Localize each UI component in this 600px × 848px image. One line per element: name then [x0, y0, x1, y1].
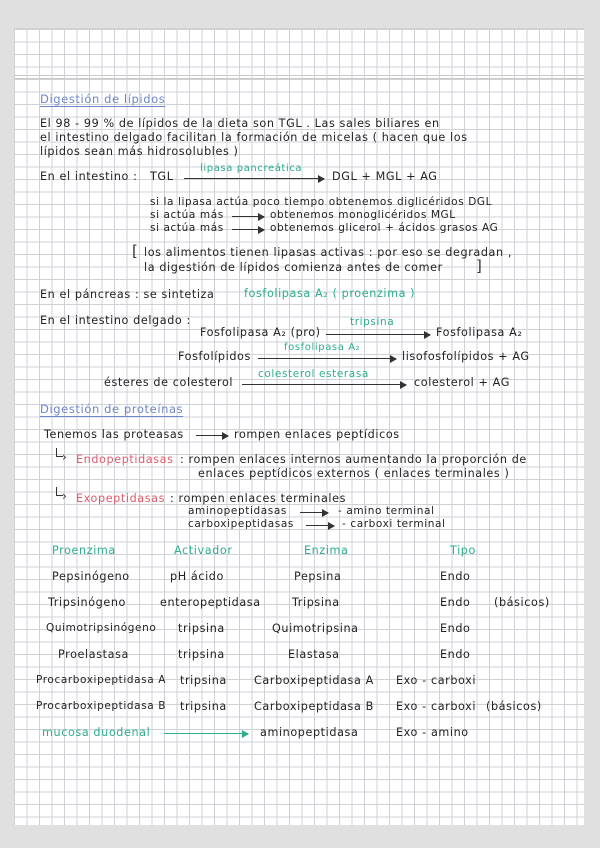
lipasa-pancreatica: lipasa pancreática [200, 163, 303, 174]
proteases-arrow [196, 435, 228, 436]
small-intestine-label: En el intestino delgado : [40, 314, 191, 327]
cell-proenzima: Pepsinógeno [52, 570, 130, 583]
cell-tipo: Endo [440, 648, 471, 661]
tgl-products: DGL + MGL + AG [332, 170, 438, 183]
lipids-heading: Digestión de lípidos [40, 92, 166, 106]
reaction-3-arrow [242, 384, 406, 385]
cell-enzima: Carboxipeptidasa B [254, 700, 374, 713]
cell-enzima: Pepsina [294, 570, 342, 583]
reaction-1-left: Fosfolipasa A₂ (pro) [200, 326, 321, 339]
endopeptidasas-text-2: enlaces peptídicos externos ( enlaces terminales ) [198, 467, 510, 480]
reaction-1-right: Fosfolipasa A₂ [436, 326, 523, 339]
mucosa-arrow [164, 733, 248, 734]
cell-enzima: Quimotripsina [272, 622, 359, 635]
cell-activador: tripsina [180, 700, 227, 713]
intro-line-1: El 98 - 99 % de lípidos de la dieta son TGL . Las sales biliares en [40, 117, 440, 130]
condition-3: si actúa más [150, 222, 224, 234]
carboxi-terminal: - carboxi terminal [342, 518, 446, 530]
bracket-right-icon: ] [476, 257, 482, 275]
reaction-2-left: Fosfolípidos [178, 350, 251, 363]
mucosa-duodenal: mucosa duodenal [42, 726, 151, 739]
reaction-1-arrow [326, 334, 430, 335]
col-header-tipo: Tipo [450, 544, 476, 557]
cell-note: (básicos) [494, 596, 550, 609]
condition-3-arrow [232, 229, 264, 230]
cell-activador: tripsina [178, 648, 225, 661]
intro-line-2: el intestino delgado facilitan la formación de micelas ( hacen que los [40, 131, 468, 144]
condition-2: si actúa más [150, 209, 224, 221]
condition-3b: obtenemos glicerol + ácidos grasos AG [270, 222, 499, 234]
reaction-2-enzyme: fosfolipasa A₂ [284, 342, 361, 353]
cell-proenzima: Procarboxipeptidasa B [36, 700, 167, 712]
hook-arrow-head-icon-2: › [62, 489, 67, 503]
col-header-activador: Activador [174, 544, 233, 557]
reaction-3-enzyme: colesterol esterasa [258, 368, 369, 380]
left-frame [0, 0, 14, 848]
reaction-2-right: lisofosfolípidos + AG [402, 350, 530, 363]
top-frame [0, 0, 600, 28]
cell-tipo: Exo - carboxi [396, 674, 477, 687]
cell-tipo: Endo [440, 622, 471, 635]
cell-proenzima: Procarboxipeptidasa A [36, 674, 167, 686]
proteases-line-b: rompen enlaces peptídicos [234, 428, 400, 441]
endopeptidasas-label: Endopeptidasas [76, 453, 174, 466]
reaction-arrow [184, 178, 324, 179]
note-1: los alimentos tienen lipasas activas : por eso se degradan , [144, 246, 513, 259]
cell-activador: enteropeptidasa [160, 596, 261, 609]
condition-1: si la lipasa actúa poco tiempo obtenemos diglicéridos DGL [150, 196, 493, 208]
cell-proenzima: Proelastasa [58, 648, 129, 661]
proteins-heading: Digestión de proteínas [40, 402, 184, 416]
exopeptidasas-label: Exopeptidasas [76, 492, 166, 505]
tgl: TGL [150, 170, 174, 183]
cell-tipo: Endo [440, 596, 471, 609]
reaction-2-arrow [258, 358, 396, 359]
endopeptidasas-text-1: : rompen enlaces internos aumentando la proporción de [180, 453, 527, 466]
aminopeptidasa: aminopeptidasa [260, 726, 359, 739]
top-rule-2 [14, 78, 584, 79]
carboxipeptidasas: carboxipeptidasas [188, 518, 294, 530]
amino-terminal: - amino terminal [338, 505, 435, 517]
cell-enzima: Tripsina [292, 596, 340, 609]
cell-tipo: Endo [440, 570, 471, 583]
reaction-3-left: ésteres de colesterol [104, 376, 234, 389]
pancreas-label: En el páncreas : se sintetiza [40, 288, 215, 301]
bracket-left-icon: [ [132, 242, 138, 260]
hook-arrow-head-icon: › [62, 450, 67, 464]
aminopeptidasas-arrow [300, 512, 328, 513]
intro-line-3: lípidos sean más hidrosolubles ) [40, 145, 239, 158]
aminopeptidasas: aminopeptidasas [188, 505, 287, 517]
cell-activador: pH ácido [170, 570, 224, 583]
cell-activador: tripsina [178, 622, 225, 635]
condition-2-arrow [232, 216, 264, 217]
cell-note: (básicos) [486, 700, 542, 713]
exo-amino: Exo - amino [396, 726, 469, 739]
cell-enzima: Elastasa [288, 648, 340, 661]
intestine-label: En el intestino : [40, 170, 138, 183]
condition-2b: obtenemos monoglicéridos MGL [270, 209, 456, 221]
fosfolipasa-proenzima: fosfolipasa A₂ ( proenzima ) [244, 287, 416, 300]
right-frame [584, 0, 600, 848]
note-2: la digestión de lípidos comienza antes de comer [144, 261, 443, 274]
col-header-enzima: Enzima [304, 544, 349, 557]
col-header-proenzima: Proenzima [52, 544, 116, 557]
cell-activador: tripsina [180, 674, 227, 687]
exopeptidasas-text: : rompen enlaces terminales [170, 492, 347, 505]
proteases-line: Tenemos las proteasas [44, 428, 184, 441]
cell-proenzima: Tripsinógeno [48, 596, 126, 609]
top-rule [14, 75, 584, 76]
cell-enzima: Carboxipeptidasa A [254, 674, 374, 687]
cell-proenzima: Quimotripsinógeno [46, 622, 157, 634]
reaction-3-right: colesterol + AG [414, 376, 511, 389]
bottom-frame [0, 824, 600, 848]
cell-tipo: Exo - carboxi [396, 700, 477, 713]
carboxipeptidasas-arrow [306, 525, 334, 526]
reaction-1-enzyme: tripsina [350, 316, 395, 328]
